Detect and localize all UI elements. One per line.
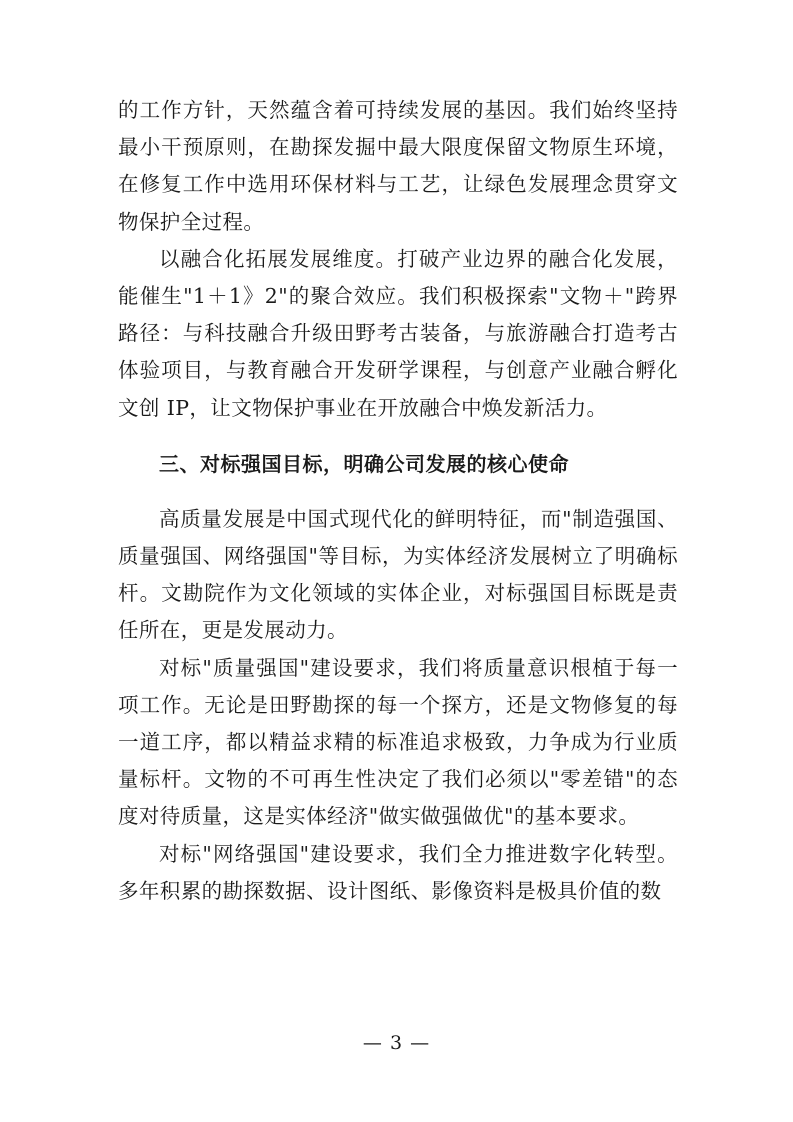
paragraph-integration: 以融合化拓展发展维度。打破产业边界的融合化发展，能催生"1＋1》2"的聚合效应。我们积极探索"文物＋"跨界路径：与科技融合升级田野考古装备，与旅游融合打造考古体验项目，与教育融合开发研学课程，与创意产业融合孵化文创 IP，让文物保护事业在开放融合中焕发新活力。 xyxy=(118,246,678,420)
section-heading: 三、对标强国目标，明确公司发展的核心使命 xyxy=(159,451,569,476)
page-number: — 3 — xyxy=(362,1032,431,1054)
paragraph-network-power: 对标"网络强国"建设要求，我们全力推进数字化转型。多年积累的勘探数据、设计图纸、影像资料是极具价值的数 xyxy=(118,841,678,903)
paragraph-high-quality: 高质量发展是中国式现代化的鲜明特征，而"制造强国、质量强国、网络强国"等目标，为实体经济发展树立了明确标杆。文勘院作为文化领域的实体企业，对标强国目标既是责任所在，更是发展动力。 xyxy=(118,506,678,643)
body-text xyxy=(118,92,678,910)
paragraph-quality-power: 对标"质量强国"建设要求，我们将质量意识根植于每一项工作。无论是田野勘探的每一个探方，还是文物修复的每一道工序，都以精益求精的标准追求极致，力争成为行业质量标杆。文物的不可再生性决定了我们必须以"零差错"的态度对待质量，这是实体经济"做实做强做优"的基本要求。 xyxy=(118,655,678,829)
paragraph-continuation: 的工作方针，天然蕴含着可持续发展的基因。我们始终坚持最小干预原则，在勘探发掘中最大限度保留文物原生环境，在修复工作中选用环保材料与工艺，让绿色发展理念贯穿文物保护全过程。 xyxy=(118,98,678,234)
